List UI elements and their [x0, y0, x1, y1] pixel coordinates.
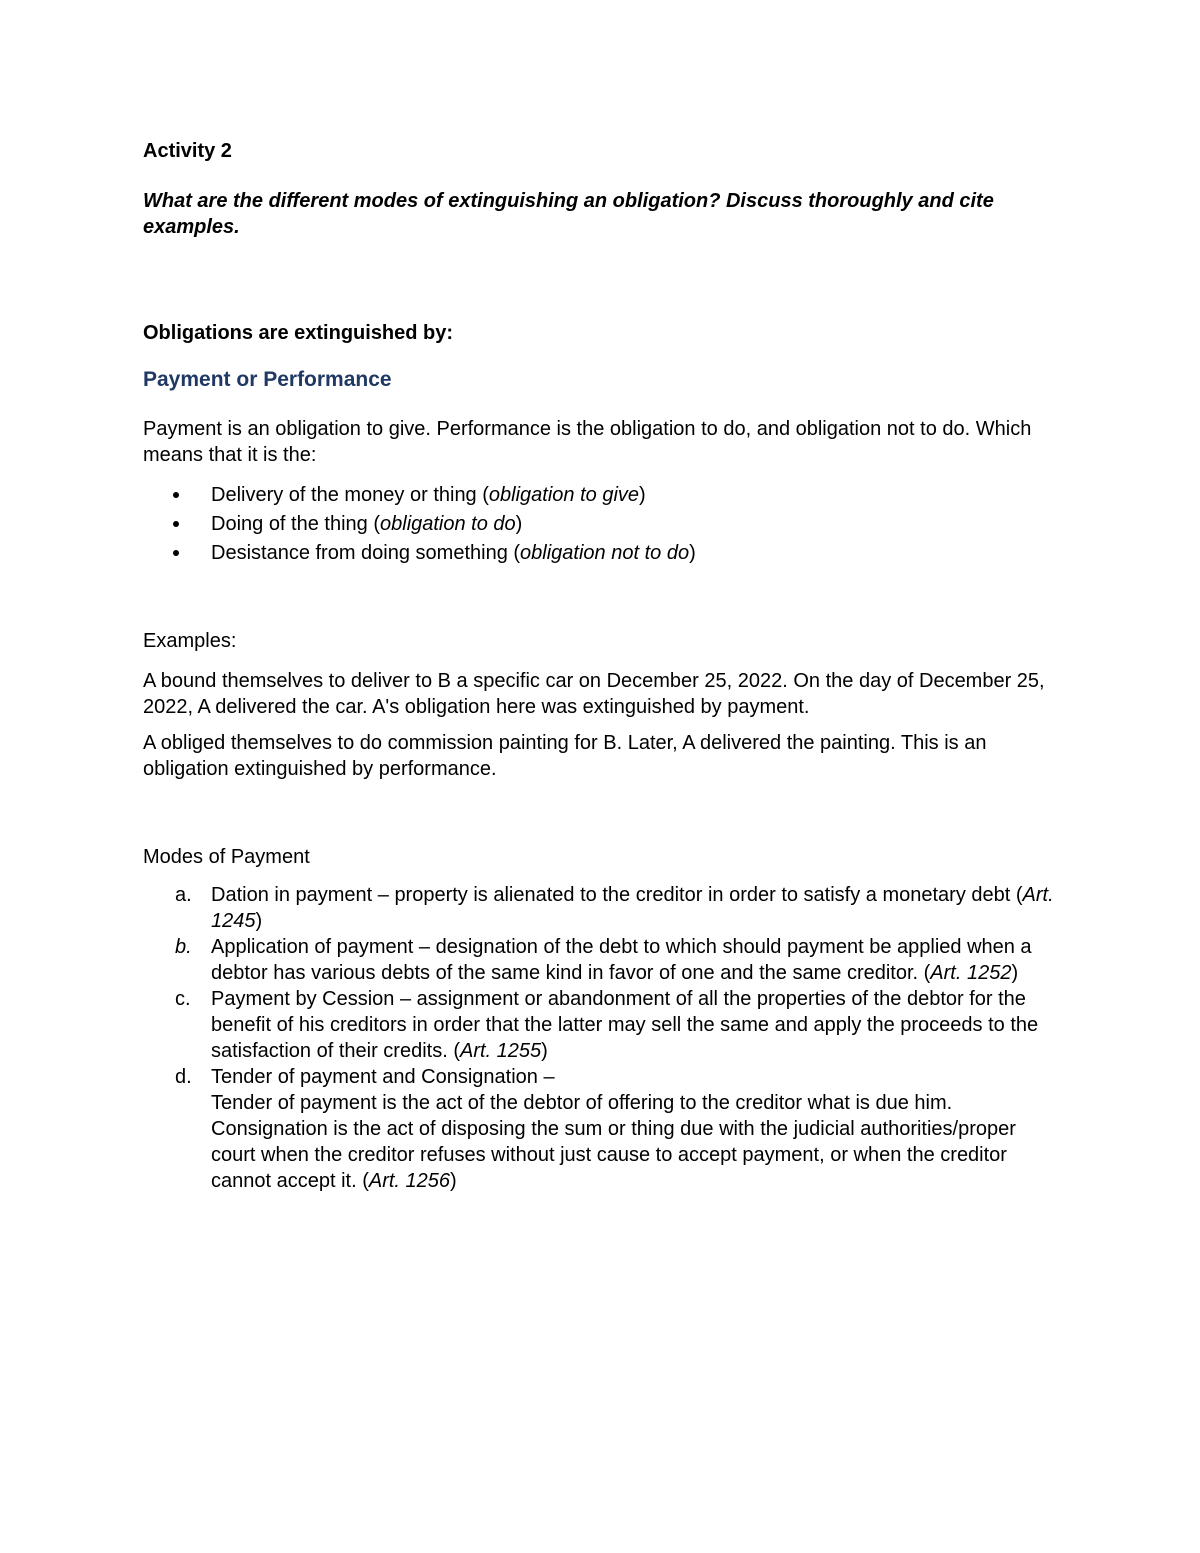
example-paragraph: A obliged themselves to do commission painting for B. Later, A delivered the painting. This is an obligation extinguished by performance. — [143, 732, 987, 780]
mode-heading: Tender of payment and Consignation – — [211, 1066, 555, 1088]
mode-letter: a. — [175, 884, 192, 906]
bullet-italic: obligation not to do — [520, 542, 690, 564]
mode-close: ) — [1011, 962, 1019, 984]
modes-list — [143, 882, 1061, 1194]
bullet-text: Desistance from doing something ( — [211, 542, 521, 564]
mode-text: Dation in payment – property is alienated to the creditor in order to satisfy a monetary debt ( — [211, 884, 1023, 906]
activity-title: Activity 2 — [143, 140, 232, 162]
mode-letter: b. — [175, 936, 192, 958]
example-paragraph: A bound themselves to deliver to B a specific car on December 25, 2022. On the day of December 25, 2022, A delivered the car. A's obligation here was extinguished by payment. — [143, 670, 1045, 718]
bullet-text: Delivery of the money or thing ( — [211, 484, 489, 506]
mode-item — [143, 1064, 1061, 1194]
mode-close: ) — [541, 1040, 548, 1062]
bullet-close: ) — [689, 542, 696, 564]
article-ref: Art. 1245 — [211, 884, 1054, 932]
mode-letter: c. — [175, 988, 191, 1010]
article-ref: Art. 1256 — [368, 1170, 451, 1192]
bullet-item — [143, 482, 1061, 508]
mode-text: Payment by Cession – assignment or abandonment of all the properties of the debtor for the benefit of his creditors in order that the latter may sell the same and apply the proceeds to the satisfaction of their credits. ( — [211, 988, 1039, 1062]
article-ref: Art. 1255 — [459, 1040, 542, 1062]
bullet-close: ) — [639, 484, 646, 506]
bullet-text: Doing of the thing ( — [211, 513, 380, 535]
mode-item — [143, 934, 1061, 986]
mode-close: ) — [450, 1170, 457, 1192]
mode-letter: d. — [175, 1066, 192, 1088]
modes-label: Modes of Payment — [143, 846, 310, 868]
mode-text: Tender of payment is the act of the debtor of offering to the creditor what is due him. Consignation is the act of disposing the sum or thing due with the judicial authorities/proper court when the creditor refuses without just cause to accept payment, or when the creditor cannot accept it. ( — [211, 1092, 1016, 1192]
bullet-italic: obligation to do — [380, 513, 516, 535]
document-page — [143, 138, 1061, 1194]
bullet-icon — [173, 521, 179, 527]
article-ref: Art. 1252 — [930, 962, 1012, 984]
section-heading: Payment or Performance — [143, 368, 392, 391]
bullet-list — [143, 482, 1061, 566]
intro-paragraph: Payment is an obligation to give. Performance is the obligation to do, and obligation not to do. Which means that it is the: — [143, 418, 1032, 466]
mode-text: Application of payment – designation of the debt to which should payment be applied when a debtor has various debts of the same kind in favor of one and the same creditor. ( — [211, 936, 1032, 984]
bullet-close: ) — [515, 513, 523, 535]
mode-item — [143, 882, 1061, 934]
bullet-item — [143, 511, 1061, 537]
section-lead: Obligations are extinguished by: — [143, 322, 454, 344]
question-text: What are the different modes of extinguishing an obligation? Discuss thoroughly and cite examples. — [143, 190, 994, 238]
mode-item — [143, 986, 1061, 1064]
bullet-icon — [173, 492, 179, 498]
bullet-italic: obligation to give — [488, 484, 640, 506]
bullet-icon — [173, 550, 179, 556]
mode-close: ) — [255, 910, 263, 932]
bullet-item — [143, 540, 1061, 566]
examples-label: Examples: — [143, 630, 237, 652]
